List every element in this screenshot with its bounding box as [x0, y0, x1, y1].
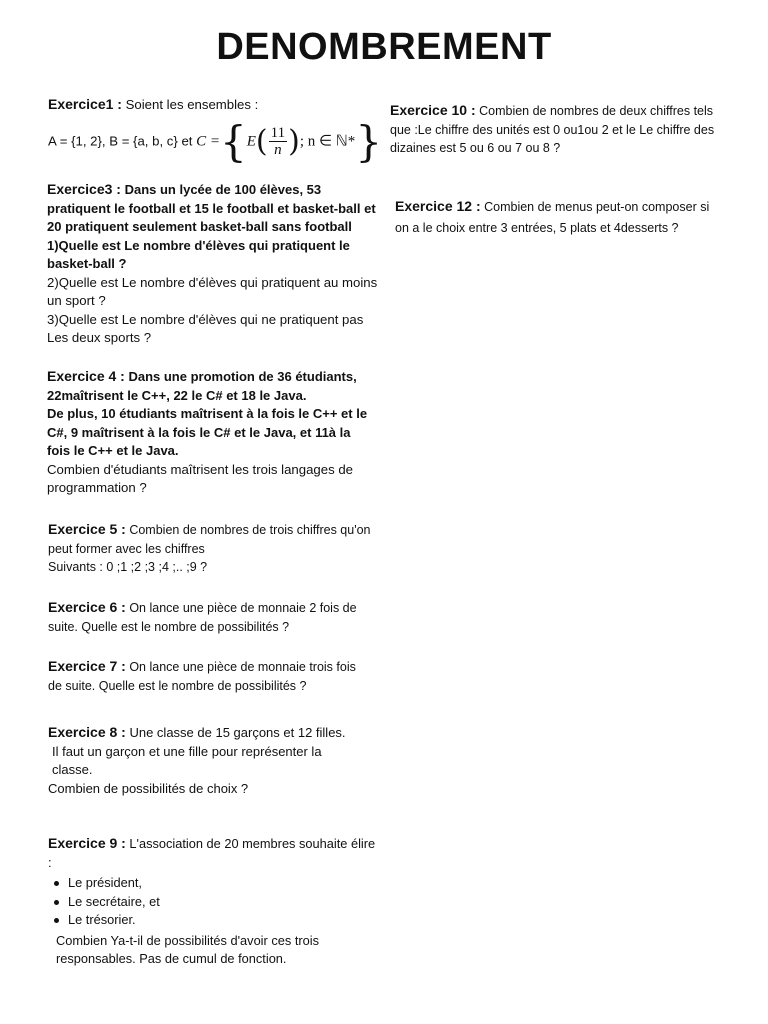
exercise-9-list [48, 874, 378, 930]
page-title: DENOMBREMENT [216, 26, 552, 68]
exercise-3-text: Dans un lycée de 100 élèves, 53 pratiquent le football et 15 le football et basket-ball et 20 pratiquent seulement basket-ball sans football [47, 182, 376, 234]
list-item: Le trésorier. [68, 911, 378, 930]
exercise-6 [48, 598, 370, 636]
exercise-10-label: Exercice 10 : [390, 102, 476, 118]
exercise-8-line-3: Combien de possibilités de choix ? [48, 780, 249, 796]
right-brace: } [355, 116, 383, 166]
exercise-5-text: Combien de nombres de trois chiffres qu'on peut former avec les chiffres [48, 523, 371, 556]
right-paren: ) [288, 123, 300, 159]
exercise-5 [48, 520, 378, 577]
list-item: Le président, [68, 874, 378, 893]
exercise-12-label: Exercice 12 : [395, 198, 481, 214]
exercise-10-text: Combien de nombres de deux chiffres tels que :Le chiffre des unités est 0 ou1ou 2 et le Le chiffre des dizaines est 5 ou 6 ou 7 ou 8 ? [390, 104, 715, 155]
exercise-9-label: Exercice 9 : [48, 835, 126, 851]
set-condition: ; n ∈ ℕ* [299, 132, 356, 149]
fraction-denominator: n [274, 142, 282, 158]
exercise-3-question-3: 3)Quelle est Le nombre d'élèves qui ne pratiquent pas Les deux sports ? [47, 311, 364, 345]
exercise-9 [48, 834, 378, 969]
exercise-10 [390, 101, 730, 158]
exercise-3-question-2: 2)Quelle est Le nombre d'élèves qui pratiquent au moins un sport ? [47, 274, 378, 308]
exercise-6-text: On lance une pièce de monnaie 2 fois de suite. Quelle est le nombre de possibilités ? [48, 601, 357, 634]
exercise-7-label: Exercice 7 : [48, 658, 126, 674]
exercise-7 [48, 657, 370, 695]
exercise-1-sets: A = {1, 2}, B = {a, b, c} et [48, 132, 193, 148]
list-item: Le secrétaire, et [68, 893, 378, 912]
exercise-4-line-3: Combien d'étudiants maîtrisent les trois langages de programmation ? [47, 461, 353, 495]
floor-function-symbol: E [246, 132, 256, 149]
exercise-5-digits: Suivants : 0 ;1 ;2 ;3 ;4 ;.. ;9 ? [48, 560, 208, 574]
exercise-12 [395, 196, 720, 239]
fraction-numerator: 11 [270, 125, 286, 141]
exercise-8 [48, 723, 360, 798]
left-paren: ( [255, 123, 268, 159]
exercise-8-line-2: Il faut un garçon et une fille pour représenter la classe. [52, 743, 322, 777]
exercise-8-label: Exercice 8 : [48, 724, 126, 740]
exercise-6-label: Exercice 6 : [48, 599, 126, 615]
exercise-4 [47, 367, 373, 498]
set-c-symbol: C = [196, 132, 221, 149]
fraction [269, 125, 287, 158]
exercise-1-intro: Soient les ensembles : [125, 97, 259, 112]
exercise-3-label: Exercice3 : [47, 181, 121, 197]
exercise-12-text: Combien de menus peut-on composer si on a le choix entre 3 entrées, 5 plats et 4desserts ? [395, 200, 710, 235]
exercise-4-line-1: Dans une promotion de 36 étudiants, 22maîtrisent le C++, 22 le C# et 18 le Java. [47, 369, 357, 403]
exercise-3 [47, 180, 379, 348]
exercise-3-question-1: 1)Quelle est Le nombre d'élèves qui pratiquent le basket-ball ? [47, 237, 350, 271]
exercise-9-question: Combien Ya-t-il de possibilités d'avoir ces trois responsables. Pas de cumul de fonction. [56, 932, 319, 966]
exercise-8-text: Une classe de 15 garçons et 12 filles. [129, 725, 346, 740]
exercise-4-line-2: De plus, 10 étudiants maîtrisent à la fois le C++ et le C#, 9 maîtrisent à la fois le C# et le Java, et 11à la fois le C++ et le Java. [47, 406, 368, 458]
exercise-9-text: L'association de 20 membres souhaite élire : [48, 836, 376, 870]
left-brace: { [220, 116, 247, 166]
exercise-7-text: On lance une pièce de monnaie trois fois de suite. Quelle est le nombre de possibilités ? [48, 660, 356, 693]
exercise-5-label: Exercice 5 : [48, 521, 126, 537]
exercise-1-label: Exercice1 : [48, 96, 122, 112]
exercise-4-label: Exercice 4 : [47, 368, 125, 384]
exercise-1 [48, 95, 383, 166]
